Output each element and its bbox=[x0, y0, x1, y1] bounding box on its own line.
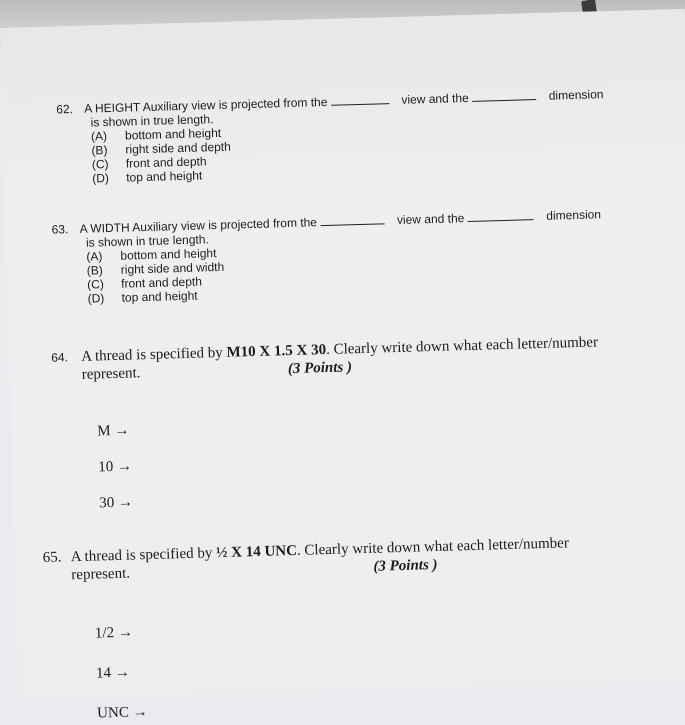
thread-spec: ½ X 14 UNC bbox=[215, 542, 298, 562]
answer-blank[interactable] bbox=[320, 223, 384, 226]
exam-paper bbox=[0, 9, 685, 722]
answer-blank[interactable] bbox=[468, 219, 534, 222]
option-c[interactable]: (C) front and depth bbox=[87, 274, 203, 292]
question-number: 62. bbox=[56, 101, 74, 117]
question-text: . Clearly write down what each letter/number bbox=[296, 535, 570, 559]
answer-item-10[interactable]: 10 → bbox=[98, 458, 133, 476]
answer-blank[interactable] bbox=[331, 103, 389, 106]
question-text: represent. bbox=[71, 565, 131, 584]
question-text: is shown in true length. bbox=[90, 112, 214, 130]
answer-item-m[interactable]: M → bbox=[97, 422, 130, 440]
option-d[interactable]: (D) top and height bbox=[87, 288, 198, 306]
question-text: view and the bbox=[396, 211, 465, 227]
question-text: A HEIGHT Auxiliary view is projected from the bbox=[84, 94, 328, 116]
question-number: 65. bbox=[42, 549, 62, 567]
question-text: represent. bbox=[81, 365, 141, 383]
question-number: 64. bbox=[51, 350, 69, 365]
answer-item-14[interactable]: 14 → bbox=[95, 664, 131, 682]
question-text: view and the bbox=[401, 90, 469, 107]
question-number: 63. bbox=[51, 222, 69, 237]
answer-item-unc[interactable]: UNC → bbox=[96, 704, 148, 722]
option-b[interactable]: (B) right side and width bbox=[86, 259, 225, 278]
option-c[interactable]: (C) front and depth bbox=[91, 154, 207, 172]
question-text: . Clearly write down what each letter/number bbox=[325, 334, 599, 359]
points-label: (3 Points ) bbox=[373, 556, 438, 575]
question-text: dimension bbox=[546, 207, 602, 223]
option-a[interactable]: (A) bottom and height bbox=[86, 246, 217, 264]
answer-blank[interactable] bbox=[472, 99, 536, 102]
points-label: (3 Points ) bbox=[287, 359, 353, 378]
option-b[interactable]: (B) right side and depth bbox=[91, 139, 232, 158]
answer-item-half[interactable]: 1/2 → bbox=[94, 624, 134, 642]
answer-item-30[interactable]: 30 → bbox=[99, 494, 134, 512]
question-text: A WIDTH Auxiliary view is projected from the bbox=[79, 215, 318, 236]
option-d[interactable]: (D) top and height bbox=[92, 168, 203, 186]
question-text: dimension bbox=[548, 87, 604, 103]
question-text: is shown in true length. bbox=[85, 232, 209, 250]
question-text: A thread is specified by bbox=[70, 545, 217, 566]
option-a[interactable]: (A) bottom and height bbox=[90, 125, 222, 144]
question-text: A thread is specified by bbox=[80, 344, 227, 365]
thread-spec: M10 X 1.5 X 30 bbox=[226, 342, 327, 361]
